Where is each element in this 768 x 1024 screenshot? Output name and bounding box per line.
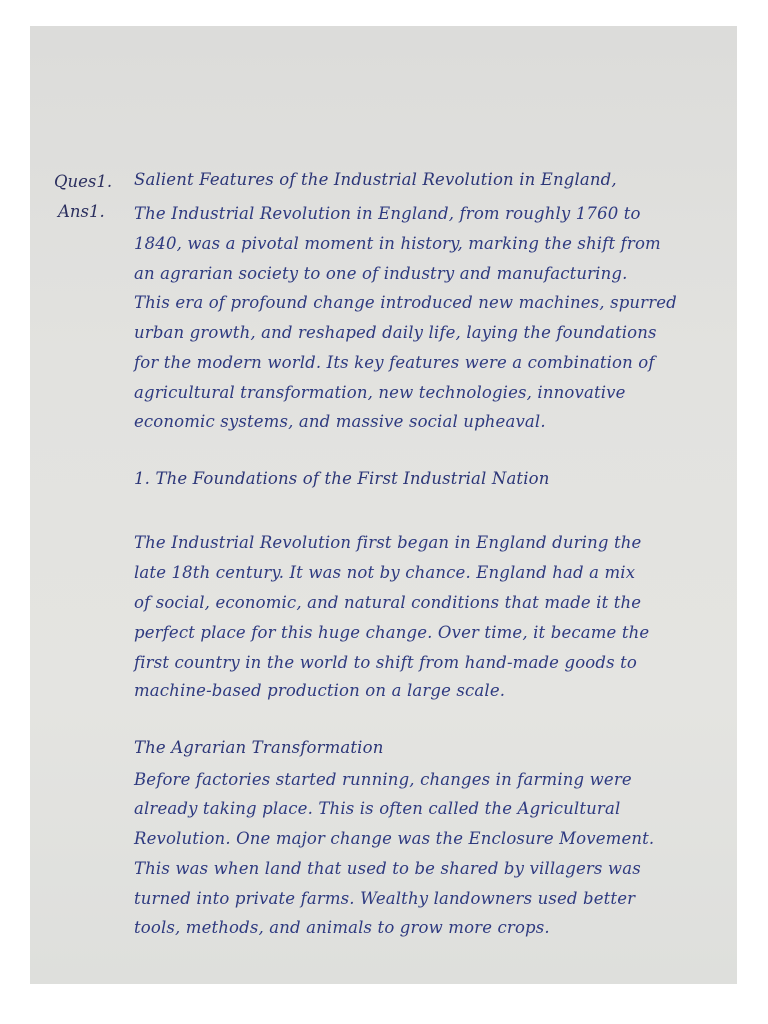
section-line: late 18th century. It was not by chance. England had a mix <box>134 563 636 582</box>
section-line: first country in the world to shift from hand-made goods to <box>134 653 637 672</box>
subsection-heading: The Agrarian Transformation <box>134 738 384 757</box>
intro-line: This era of profound change introduced new machines, spurred <box>134 293 677 312</box>
subsection-line: already taking place. This is often called the Agricultural <box>134 799 621 818</box>
section-line: machine-based production on a large scale. <box>134 681 506 700</box>
subsection-line: Before factories started running, changes in farming were <box>134 770 632 789</box>
question-title: Salient Features of the Industrial Revolution in England, <box>134 170 617 189</box>
intro-line: for the modern world. Its key features were a combination of <box>134 353 655 372</box>
intro-line: economic systems, and massive social upheaval. <box>134 412 546 431</box>
intro-line: an agrarian society to one of industry and manufacturing. <box>134 264 628 283</box>
handwritten-page <box>30 26 737 984</box>
section-line: The Industrial Revolution first began in England during the <box>134 533 642 552</box>
question-label: Ques1. <box>54 172 113 191</box>
intro-line: 1840, was a pivotal moment in history, marking the shift from <box>134 234 661 253</box>
intro-line: The Industrial Revolution in England, from roughly 1760 to <box>134 204 641 223</box>
section-heading: 1. The Foundations of the First Industrial Nation <box>134 469 550 488</box>
subsection-line: Revolution. One major change was the Enclosure Movement. <box>134 829 655 848</box>
section-line: perfect place for this huge change. Over time, it became the <box>134 623 650 642</box>
subsection-line: tools, methods, and animals to grow more crops. <box>134 918 550 937</box>
section-line: of social, economic, and natural conditions that made it the <box>134 593 642 612</box>
subsection-line: turned into private farms. Wealthy landowners used better <box>134 889 636 908</box>
intro-line: urban growth, and reshaped daily life, laying the foundations <box>134 323 657 342</box>
answer-label: Ans1. <box>58 202 105 221</box>
intro-line: agricultural transformation, new technologies, innovative <box>134 383 626 402</box>
subsection-line: This was when land that used to be shared by villagers was <box>134 859 641 878</box>
